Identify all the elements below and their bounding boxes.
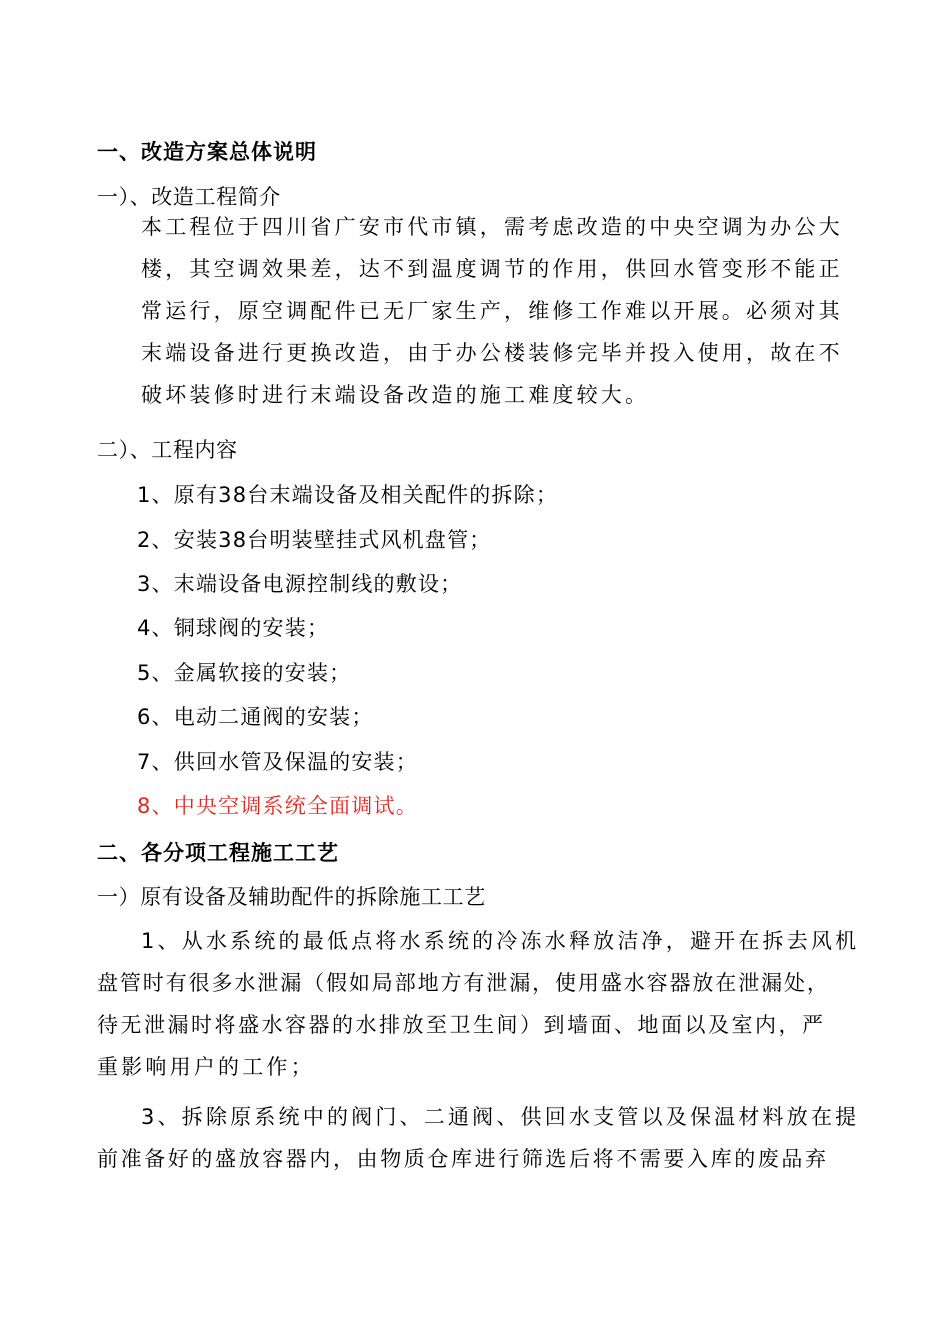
subsection-heading: 二）、工程内容 bbox=[97, 438, 238, 462]
paragraph-line: 待无泄漏时将盛水容器的水排放至卫生间）到墙面、地面以及室内，严 bbox=[97, 1013, 826, 1037]
list-item: 2、安装38台明装壁挂式风机盘管； bbox=[137, 528, 492, 552]
subsection-heading: 一）、改造工程简介 bbox=[97, 185, 281, 209]
paragraph-line: 3、拆除原系统中的阀门、二通阀、供回水支管以及保温材料放在提 bbox=[141, 1105, 860, 1129]
section-heading: 二、各分项工程施工工艺 bbox=[97, 841, 339, 865]
list-item-highlighted: 8、中央空调系统全面调试。 bbox=[137, 794, 418, 818]
paragraph-line: 前准备好的盛放容器内，由物质仓库进行筛选后将不需要入库的废品弃 bbox=[97, 1147, 829, 1171]
paragraph-line: 破坏装修时进行末端设备改造的施工难度较大。 bbox=[141, 383, 650, 407]
list-item: 5、金属软接的安装； bbox=[137, 661, 352, 685]
list-item: 6、电动二通阀的安装； bbox=[137, 705, 374, 729]
list-item: 1、原有38台末端设备及相关配件的拆除； bbox=[137, 483, 559, 507]
paragraph-line: 楼，其空调效果差，达不到温度调节的作用，供回水管变形不能正 bbox=[141, 257, 843, 281]
paragraph-line: 盘管时有很多水泄漏（假如局部地方有泄漏，使用盛水容器放在泄漏处， bbox=[97, 971, 830, 995]
paragraph-line: 重影响用户的工作； bbox=[97, 1055, 315, 1079]
paragraph-line: 本工程位于四川省广安市代市镇，需考虑改造的中央空调为办公大 bbox=[141, 215, 843, 239]
section-heading: 一、改造方案总体说明 bbox=[97, 140, 317, 164]
list-item: 3、末端设备电源控制线的敷设； bbox=[137, 572, 463, 596]
paragraph-line: 末端设备进行更换改造，由于办公楼装修完毕并投入使用，故在不 bbox=[141, 341, 843, 365]
subsection-heading: 一）原有设备及辅助配件的拆除施工工艺 bbox=[97, 885, 486, 909]
list-item: 7、供回水管及保温的安装； bbox=[137, 750, 418, 774]
paragraph-line: 常运行，原空调配件已无厂家生产，维修工作难以开展。必须对其 bbox=[141, 299, 843, 323]
paragraph-line: 1、从水系统的最低点将水系统的冷冻水释放洁净，避开在拆去风机 bbox=[141, 929, 860, 953]
list-item: 4、铜球阀的安装； bbox=[137, 616, 330, 640]
